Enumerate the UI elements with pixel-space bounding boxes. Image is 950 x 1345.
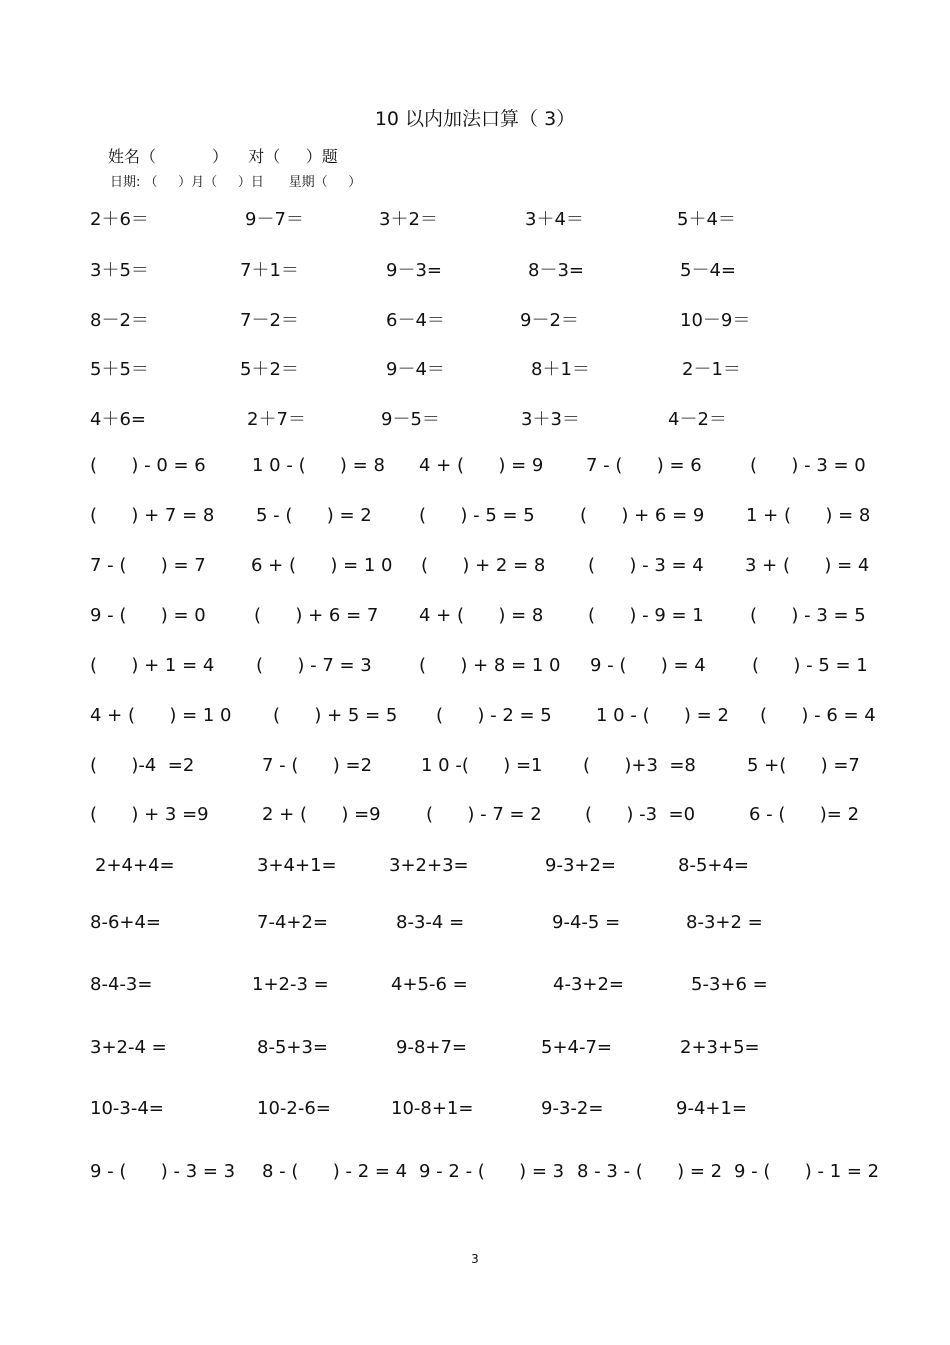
math-problem: 8－2＝: [90, 310, 149, 331]
math-problem: 2 + ( ) =9: [262, 804, 381, 825]
math-problem: ( ) - 7 = 2: [426, 804, 542, 825]
math-problem: 4+5-6 =: [391, 974, 468, 995]
math-problem: 10－9＝: [680, 310, 751, 331]
date-line: 日期: （ ）月（ ）日 星期（ ）: [110, 175, 362, 190]
math-problem: 5＋4＝: [677, 209, 736, 230]
math-problem: 8-5+3=: [257, 1037, 329, 1058]
math-problem: 10-8+1=: [391, 1098, 474, 1119]
math-problem: ( ) - 5 = 5: [419, 505, 535, 526]
math-problem: 9-4+1=: [676, 1098, 748, 1119]
math-problem: 1 0 - ( ) = 8: [252, 455, 385, 476]
math-problem: ( ) + 1 = 4: [90, 655, 215, 676]
math-problem: 9 - 2 - ( ) = 3: [419, 1161, 565, 1182]
math-problem: ( ) -3 =0: [585, 804, 696, 825]
math-problem: 4－2＝: [668, 409, 727, 430]
math-problem: 6 - ( )= 2: [749, 804, 860, 825]
problem-row: [0, 1161, 950, 1187]
math-problem: 8-3-4 =: [396, 912, 465, 933]
math-problem: ( ) - 7 = 3: [256, 655, 372, 676]
math-problem: ( ) + 5 = 5: [273, 705, 398, 726]
math-problem: 5－4=: [680, 260, 736, 281]
math-problem: 2－1＝: [682, 359, 741, 380]
problem-row: [0, 804, 950, 830]
math-problem: ( ) + 2 = 8: [421, 555, 546, 576]
page-number: 3: [471, 1252, 479, 1266]
math-problem: ( ) + 3 =9: [90, 804, 209, 825]
math-problem: 5 +( ) =7: [747, 755, 860, 776]
problem-row: [0, 605, 950, 631]
math-problem: 1 0 - ( ) = 2: [596, 705, 729, 726]
math-problem: 2＋7＝: [247, 409, 306, 430]
math-problem: 10-2-6=: [257, 1098, 331, 1119]
problem-row: [0, 912, 950, 938]
math-problem: 7-4+2=: [257, 912, 329, 933]
math-problem: 4 + ( ) = 9: [419, 455, 544, 476]
problem-row: [0, 355, 950, 381]
math-problem: 3+2+3=: [389, 855, 469, 876]
math-problem: 3＋3＝: [521, 409, 580, 430]
problem-row: [0, 555, 950, 581]
math-problem: ( ) - 3 = 0: [750, 455, 866, 476]
math-problem: ( ) + 8 = 1 0: [419, 655, 561, 676]
math-problem: 9 - ( ) - 1 = 2: [734, 1161, 880, 1182]
math-problem: 8-3+2 =: [686, 912, 763, 933]
math-problem: 9-3+2=: [545, 855, 617, 876]
problem-row: [0, 705, 950, 731]
math-problem: ( )+3 =8: [583, 755, 696, 776]
math-problem: 7 - ( ) = 7: [90, 555, 206, 576]
math-problem: ( )-4 =2: [90, 755, 195, 776]
math-problem: 1 0 -( ) =1: [421, 755, 543, 776]
math-problem: 9－5＝: [381, 409, 440, 430]
math-problem: 9 - ( ) = 0: [90, 605, 206, 626]
math-problem: ( ) - 2 = 5: [436, 705, 552, 726]
math-problem: 6－4＝: [386, 310, 445, 331]
math-problem: 10-3-4=: [90, 1098, 164, 1119]
math-problem: 5＋2＝: [240, 359, 299, 380]
math-problem: 8-6+4=: [90, 912, 162, 933]
math-problem: 4＋6=: [90, 409, 146, 430]
problem-row: [0, 505, 950, 531]
problem-row: [0, 1037, 950, 1063]
math-problem: 8 - 3 - ( ) = 2: [577, 1161, 723, 1182]
math-problem: 4 + ( ) = 8: [419, 605, 544, 626]
math-problem: ( ) - 9 = 1: [588, 605, 704, 626]
math-problem: 3＋2＝: [379, 209, 438, 230]
math-problem: 8＋1＝: [531, 359, 590, 380]
math-problem: ( ) + 7 = 8: [90, 505, 215, 526]
math-problem: 2＋6＝: [90, 209, 149, 230]
problem-row: [0, 974, 950, 1000]
math-problem: 5-3+6 =: [691, 974, 768, 995]
math-problem: 8 - ( ) - 2 = 4: [262, 1161, 408, 1182]
math-problem: 2+3+5=: [680, 1037, 760, 1058]
math-problem: 3+2-4 =: [90, 1037, 167, 1058]
math-problem: 3＋4＝: [525, 209, 584, 230]
math-problem: 9－7＝: [245, 209, 304, 230]
math-problem: 7＋1＝: [240, 260, 299, 281]
problem-row: [0, 755, 950, 781]
math-problem: 9 - ( ) - 3 = 3: [90, 1161, 236, 1182]
problem-row: [0, 655, 950, 681]
math-problem: ( ) - 3 = 4: [588, 555, 704, 576]
math-problem: 2+4+4=: [95, 855, 175, 876]
math-problem: 9－3=: [386, 260, 442, 281]
problem-row: [0, 405, 950, 431]
page-title: 10 以内加法口算（ 3）: [374, 108, 576, 130]
name-score-line: 姓名（ ） 对（ ）题: [108, 147, 338, 166]
math-problem: 1+2-3 =: [252, 974, 329, 995]
problem-row: [0, 306, 950, 332]
math-problem: 9-8+7=: [396, 1037, 468, 1058]
math-problem: 9－4＝: [386, 359, 445, 380]
math-problem: 9-4-5 =: [552, 912, 621, 933]
math-problem: ( ) - 5 = 1: [752, 655, 868, 676]
math-problem: 7－2＝: [240, 310, 299, 331]
math-problem: 4 + ( ) = 1 0: [90, 705, 232, 726]
math-problem: 3＋5＝: [90, 260, 149, 281]
problem-row: [0, 1098, 950, 1124]
math-problem: 6 + ( ) = 1 0: [251, 555, 393, 576]
problem-row: [0, 855, 950, 881]
math-problem: ( ) - 6 = 4: [760, 705, 876, 726]
problem-row: [0, 205, 950, 231]
math-problem: 5＋5＝: [90, 359, 149, 380]
problem-row: [0, 256, 950, 282]
math-problem: ( ) + 6 = 7: [254, 605, 379, 626]
math-problem: 1 + ( ) = 8: [746, 505, 871, 526]
math-problem: 9-3-2=: [541, 1098, 604, 1119]
math-problem: 3+4+1=: [257, 855, 337, 876]
math-problem: 4-3+2=: [553, 974, 625, 995]
math-problem: 3 + ( ) = 4: [745, 555, 870, 576]
math-problem: 8-5+4=: [678, 855, 750, 876]
problem-row: [0, 455, 950, 481]
math-problem: 9 - ( ) = 4: [590, 655, 706, 676]
math-problem: ( ) - 3 = 5: [750, 605, 866, 626]
math-problem: ( ) + 6 = 9: [580, 505, 705, 526]
math-problem: 5+4-7=: [541, 1037, 613, 1058]
math-problem: 8－3=: [528, 260, 584, 281]
math-problem: 7 - ( ) =2: [262, 755, 373, 776]
math-problem: ( ) - 0 = 6: [90, 455, 206, 476]
math-problem: 7 - ( ) = 6: [586, 455, 702, 476]
math-problem: 8-4-3=: [90, 974, 153, 995]
math-problem: 9－2＝: [520, 310, 579, 331]
math-problem: 5 - ( ) = 2: [256, 505, 372, 526]
